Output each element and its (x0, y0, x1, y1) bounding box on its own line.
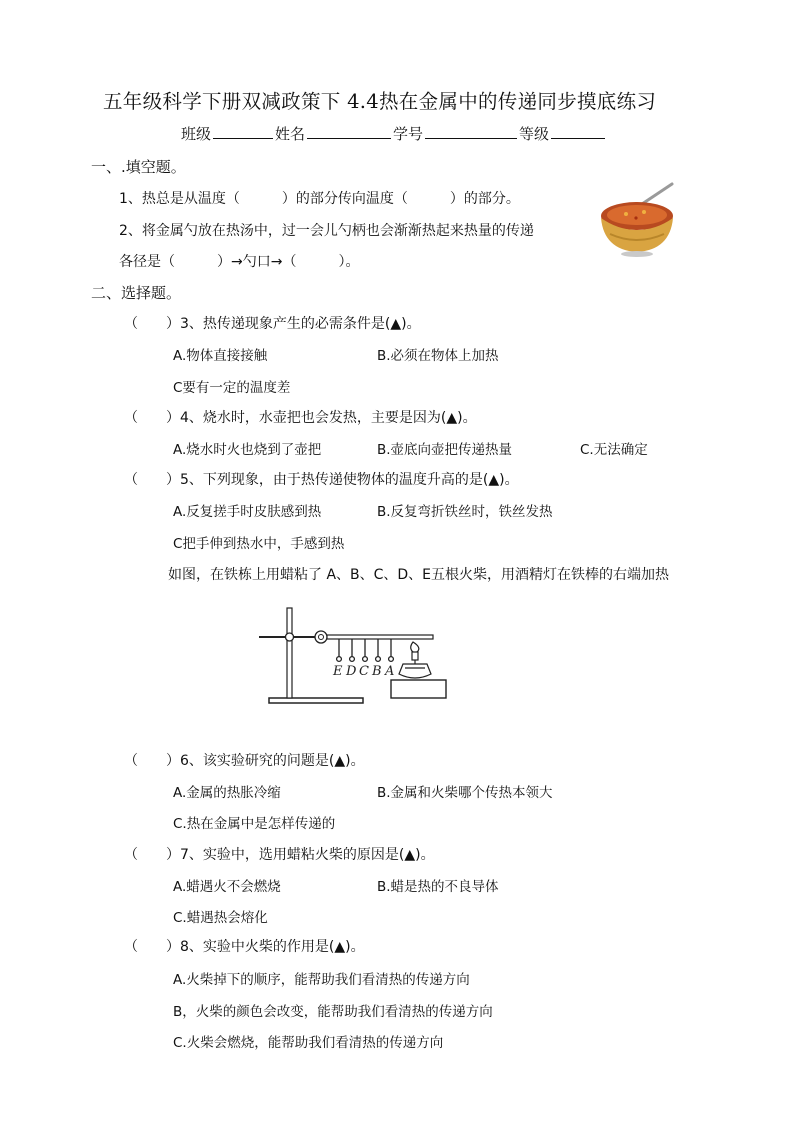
section2-heading: 二、选择题。 (91, 284, 182, 302)
match-label-c: C (359, 664, 369, 679)
class-blank[interactable] (213, 124, 273, 139)
soup-bowl-image (596, 180, 678, 258)
q4-option-c: C.无法确定 (580, 442, 648, 458)
q6-text: 6、该实验研究的问题是(▲)。 (180, 753, 365, 769)
experiment-intro: 如图，在铁栋上用蜡粘了 A、B、C、D、E五根火柴，用酒精灯在铁棒的右端加热 (168, 567, 670, 583)
answer-paren[interactable]: （ ） (124, 939, 180, 955)
q8-option-c: C.火柴会燃烧，能帮助我们看清热的传递方向 (173, 1035, 444, 1051)
grade-label: 等级 (519, 125, 550, 143)
q4 (124, 407, 477, 427)
q7-option-c: C.蜡遇热会熔化 (173, 910, 268, 926)
id-label: 学号 (393, 125, 424, 143)
iron-rod-experiment-figure (255, 602, 455, 710)
q6-option-a: A.金属的热胀冷缩 (173, 785, 281, 801)
q7-option-a: A.蜡遇火不会燃烧 (173, 879, 281, 895)
answer-paren[interactable]: （ ） (124, 410, 180, 426)
q1-text: 1、热总是从温度（ ）的部分传向温度（ ）的部分。 (119, 191, 520, 207)
q6 (124, 750, 365, 770)
match-label-a: A (385, 664, 395, 679)
q3-text: 3、热传递现象产生的必需条件是(▲)。 (180, 316, 421, 332)
q3-option-a: A.物体直接接触 (173, 348, 268, 364)
page-title: 五年级科学下册双减政策下 4.4热在金属中的传递同步摸底练习 (103, 90, 657, 113)
answer-paren[interactable]: （ ） (124, 316, 180, 332)
answer-paren[interactable]: （ ） (124, 847, 180, 863)
q2-line1: 2、将金属勺放在热汤中，过一会儿勺柄也会渐渐热起来热量的传递 (119, 223, 534, 239)
q5-option-c: C把手伸到热水中，手感到热 (173, 536, 345, 552)
q6-option-b: B.金属和火柴哪个传热本领大 (377, 785, 553, 801)
answer-paren[interactable]: （ ） (124, 472, 180, 488)
answer-paren[interactable]: （ ） (124, 753, 180, 769)
q5-option-b: B.反复弯折铁丝时，铁丝发热 (377, 504, 553, 520)
q5 (124, 469, 519, 489)
q4-option-a: A.烧水时火也烧到了壶把 (173, 442, 322, 458)
q8-option-a: A.火柴掉下的顺序，能帮助我们看清热的传递方向 (173, 972, 470, 988)
q5-text: 5、下列现象，由于热传递使物体的温度升高的是(▲)。 (180, 472, 519, 488)
name-blank[interactable] (307, 124, 391, 139)
q8-text: 8、实验中火柴的作用是(▲)。 (180, 939, 365, 955)
class-label: 班级 (181, 125, 212, 143)
alcohol-lamp-icon (399, 642, 431, 678)
q3 (124, 313, 421, 333)
section1-heading: 一、.填空题。 (91, 158, 186, 176)
q7 (124, 844, 435, 864)
id-blank[interactable] (425, 124, 517, 139)
match-label-d: D (346, 664, 357, 679)
q8 (124, 936, 365, 956)
q6-option-c: C.热在金属中是怎样传递的 (173, 816, 336, 832)
grade-blank[interactable] (551, 124, 605, 139)
match-label-b: B (372, 664, 382, 679)
match-label-e: E (333, 664, 343, 679)
q7-text: 7、实验中，选用蜡粘火柴的原因是(▲)。 (180, 847, 435, 863)
q2-line2: 各径是（ ）→勺口→（ ）。 (119, 254, 360, 270)
q4-text: 4、烧水时，水壶把也会发热，主要是因为(▲)。 (180, 410, 477, 426)
q3-option-b: B.必须在物体上加热 (377, 348, 499, 364)
q8-option-b: B，火柴的颜色会改变，能帮助我们看清热的传递方向 (173, 1004, 493, 1020)
q4-option-b: B.壶底向壶把传递热量 (377, 442, 513, 458)
q5-option-a: A.反复搓手时皮肤感到热 (173, 504, 322, 520)
name-label: 姓名 (275, 125, 306, 143)
q7-option-b: B.蜡是热的不良导体 (377, 879, 499, 895)
q3-option-c: C要有一定的温度差 (173, 380, 291, 396)
student-info-line (181, 123, 607, 144)
